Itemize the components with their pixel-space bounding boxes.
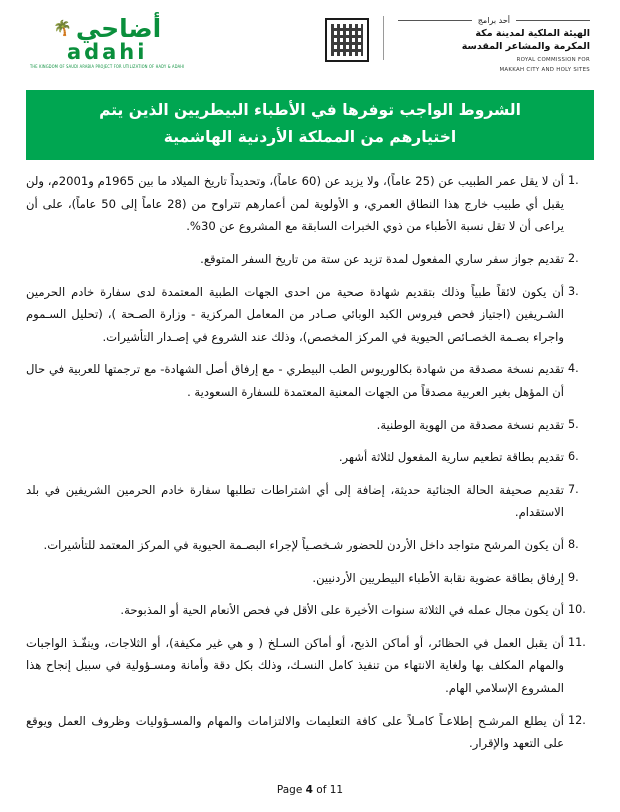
footer-current-page: 4 <box>305 784 313 796</box>
adahi-latin-name: adahi <box>66 40 148 64</box>
list-item-text: أن يقبل العمل في الحظائر، أو أماكن الذبح، أو أماكن السـلخ ( و هي غير مكيفة)، أو الثلاجات، وينفّـذ الواجبات والمهام المكلف بها ولغاية الانتهاء من تنفيذ كامل النسـك، وذلك بكل دقة وأمانة ومسـؤولية في سبيل إنجاح هذا المشروع الإسلامي الهام. <box>26 635 564 695</box>
list-item <box>26 446 594 469</box>
list-item <box>26 567 594 590</box>
footer-page-middle: of <box>312 784 330 796</box>
page-footer <box>26 784 594 812</box>
adahi-subtitle-en: THE KINGDOM OF SAUDI ARABIA PROJECT FOR UTILIZATION OF HADY & ADAHI <box>30 64 185 70</box>
list-item-text: تقديم نسخة مصدقة من الهوية الوطنية. <box>376 417 564 432</box>
list-item <box>26 414 594 437</box>
adahi-logo <box>30 16 184 70</box>
list-item-number: 8. <box>568 537 579 551</box>
list-item-text: إرفاق بطاقة عضوية نقابة الأطباء البيطريين الأردنيين. <box>312 570 564 585</box>
list-item <box>26 281 594 349</box>
terms-list <box>26 170 594 754</box>
header-divider <box>383 16 384 60</box>
list-item-number: 1. <box>568 174 579 188</box>
document-header <box>26 14 594 82</box>
royal-commission-arabic-line2: المكرمة والمشاعر المقدسة <box>461 40 590 52</box>
page-title <box>26 90 594 160</box>
list-item-text: أن يكون المرشح متواجد داخل الأردن للحضور شـخصـياً لإجراء البصـمة الحيوية في المركز المعتمد للتأشيرات. <box>43 537 564 552</box>
list-item-text: تقديم بطاقة تطعيم سارية المفعول لثلاثة أشهر. <box>338 450 564 465</box>
royal-commission-block <box>325 16 590 75</box>
list-item <box>26 599 594 622</box>
list-item <box>26 710 594 755</box>
kaaba-emblem-icon <box>325 18 369 62</box>
royal-commission-text <box>398 16 590 75</box>
list-item <box>26 170 594 238</box>
page-title-line2: اختيارهم من المملكة الأردنية الهاشمية <box>163 128 457 147</box>
palm-and-swords-icon: 🌴 <box>53 19 71 37</box>
tagline-rule-left <box>516 20 590 21</box>
list-item <box>26 632 594 700</box>
list-item <box>26 534 594 557</box>
list-item-text: أن يكون لائقاً طبياً وذلك بتقديم شهادة صحية من احدى الجهات الطبية المعتمدة لدى سفارة خادم الحرمين الشـريفين (اجتياز فحص فيروس الكبد الوبائي صـادر من المعامل المركزية - وزارة الصـحة )، (تحليل السـموم واجراء بصـمة الخصـائص الحيوية في المركز المخصص)، وذلك عند الشروع في إصـدار التأشيرات. <box>26 284 564 344</box>
footer-total-pages: 11 <box>329 784 344 796</box>
royal-commission-tagline: أحد برامج <box>477 16 510 25</box>
tagline-rule-right <box>398 20 472 21</box>
royal-commission-english-line1: ROYAL COMMISSION FOR <box>516 56 590 63</box>
list-item-number: 12. <box>568 713 586 727</box>
page-title-line1: الشروط الواجب توفرها في الأطباء البيطريين الذين يتم <box>99 101 521 119</box>
list-item <box>26 248 594 271</box>
royal-commission-english-line2: MAKKAH CITY AND HOLY SITES <box>499 67 590 74</box>
list-item-text: أن يطلع المرشـح إطلاعـاً كامـلاً على كافة التعليمات والالتزامات والمهام والمسـؤوليات وظروف العمل ويوقع على التعهد والإقرار. <box>26 713 564 751</box>
adahi-arabic-name: أضاحي <box>75 14 162 43</box>
royal-commission-arabic-line1: الهيئة الملكية لمدينة مكة <box>475 28 590 39</box>
list-item <box>26 479 594 524</box>
list-item-text: تقديم نسخة مصدقة من شهادة بكالوريوس الطب البيطري - مع إرفاق أصل الشهادة- مع ترجمتها للعربية في حال أن المؤهل بغير العربية مصدقاً من الجهات المعنية المعتمدة للسفارة السعودية . <box>26 362 564 399</box>
list-item-number: 9. <box>568 570 579 584</box>
list-item-number: 5. <box>568 417 579 431</box>
adahi-logo-block <box>30 16 184 70</box>
footer-page-prefix: Page <box>276 784 306 796</box>
terms-content <box>26 170 594 784</box>
royal-commission-tagline-row <box>398 16 590 25</box>
list-item-number: 7. <box>568 482 579 496</box>
list-item-number: 6. <box>568 450 579 464</box>
list-item-text: أن لا يقل عمر الطبيب عن (25 عاماً)، ولا يزيد عن (60 عاماً)، وتحديداً تاريخ الميلاد ما بين 1965م و2001م، ولن يقبل أي طبيب خارج هذا النطاق العمري، و الأولوية لمن أعمارهم تتراوح من (28 عاماً إلى 50 عاماً)، على أن يراعى أن لا تقل نسبة الأطباء من ذوي الخبرات السابقة مع المشروع عن 30%. <box>26 174 564 234</box>
list-item-number: 11. <box>568 635 586 649</box>
list-item-number: 2. <box>568 252 579 266</box>
list-item-number: 10. <box>568 603 586 617</box>
list-item-number: 4. <box>568 362 579 376</box>
list-item-text: تقديم صحيفة الحالة الجنائية حديثة، إضافة إلى أي اشتراطات تطلبها سفارة خادم الحرمين الشريفين في بلد الاستقدام. <box>26 482 564 520</box>
list-item-number: 3. <box>568 284 579 298</box>
adahi-logo-top <box>53 16 161 41</box>
list-item-text: أن يكون مجال عمله في الثلاثة سنوات الأخيرة على الأقل في فحص الأنعام الحية أو المذبوحة. <box>120 603 564 618</box>
list-item <box>26 358 594 403</box>
list-item-text: تقديم جواز سفر ساري المفعول لمدة تزيد عن ستة من تاريخ السفر المتوقع. <box>200 252 564 267</box>
